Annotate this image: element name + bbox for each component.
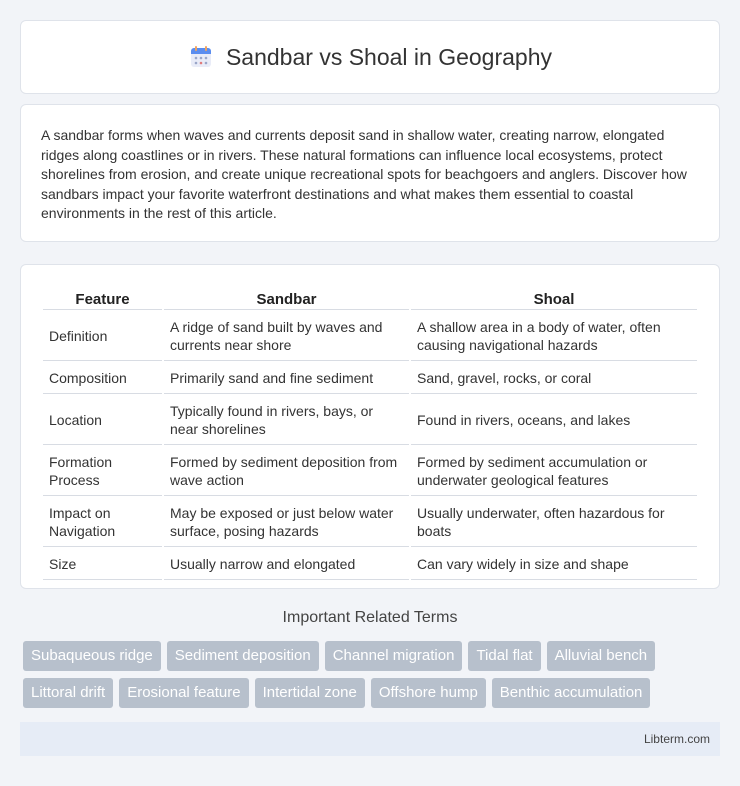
shoal-cell: A shallow area in a body of water, often causing navigational hazards bbox=[411, 312, 697, 361]
tag-subaqueous-ridge[interactable]: Subaqueous ridge bbox=[23, 641, 161, 671]
comparison-table bbox=[41, 287, 699, 582]
table-row bbox=[43, 447, 697, 496]
shoal-cell: Can vary widely in size and shape bbox=[411, 549, 697, 580]
sandbar-cell: Typically found in rivers, bays, or near shorelines bbox=[164, 396, 409, 445]
related-terms-tags bbox=[20, 641, 720, 715]
sandbar-cell: Usually narrow and elongated bbox=[164, 549, 409, 580]
feature-cell: Definition bbox=[43, 312, 162, 361]
feature-cell: Size bbox=[43, 549, 162, 580]
tag-tidal-flat[interactable]: Tidal flat bbox=[468, 641, 540, 671]
table-header-row bbox=[43, 289, 697, 310]
related-terms-title: Important Related Terms bbox=[282, 609, 458, 626]
tag-channel-migration[interactable]: Channel migration bbox=[325, 641, 463, 671]
shoal-cell: Formed by sediment accumulation or underwater geological features bbox=[411, 447, 697, 496]
header-sandbar: Sandbar bbox=[164, 289, 409, 310]
shoal-cell: Usually underwater, often hazardous for boats bbox=[411, 498, 697, 547]
intro-card bbox=[20, 104, 720, 242]
sandbar-cell: Primarily sand and fine sediment bbox=[164, 363, 409, 394]
shoal-cell: Found in rivers, oceans, and lakes bbox=[411, 396, 697, 445]
tag-benthic-accumulation[interactable]: Benthic accumulation bbox=[492, 678, 651, 708]
intro-text: A sandbar forms when waves and currents deposit sand in shallow water, creating narrow, elongated ridges along coastlines or in rivers. These natural formations can influence local ecosystems, protect shorelines from erosion, and create unique recreational spots for beachgoers and anglers. Discover how sandbars impact your favorite waterfront destinations and what makes them essential to coastal environments in the rest of this article. bbox=[41, 127, 687, 222]
page-title: Sandbar vs Shoal in Geography bbox=[225, 43, 553, 70]
tag-row bbox=[20, 641, 720, 671]
footer-brand[interactable]: Libterm.com bbox=[643, 732, 710, 746]
table-row bbox=[43, 498, 697, 547]
sandbar-cell: A ridge of sand built by waves and currents near shore bbox=[164, 312, 409, 361]
table-row bbox=[43, 396, 697, 445]
header-card bbox=[20, 20, 720, 94]
comparison-table-card bbox=[20, 264, 720, 589]
shoal-cell: Sand, gravel, rocks, or coral bbox=[411, 363, 697, 394]
tag-row bbox=[20, 678, 720, 708]
feature-cell: Impact on Navigation bbox=[43, 498, 162, 547]
tag-erosional-feature[interactable]: Erosional feature bbox=[119, 678, 248, 708]
header-feature: Feature bbox=[43, 289, 162, 310]
table-row bbox=[43, 549, 697, 580]
feature-cell: Composition bbox=[43, 363, 162, 394]
calendar-icon bbox=[188, 44, 214, 70]
header-shoal: Shoal bbox=[411, 289, 697, 310]
sandbar-cell: Formed by sediment deposition from wave action bbox=[164, 447, 409, 496]
feature-cell: Location bbox=[43, 396, 162, 445]
tag-intertidal-zone[interactable]: Intertidal zone bbox=[255, 678, 365, 708]
sandbar-cell: May be exposed or just below water surface, posing hazards bbox=[164, 498, 409, 547]
tag-littoral-drift[interactable]: Littoral drift bbox=[23, 678, 113, 708]
footer bbox=[20, 722, 720, 756]
feature-cell: Formation Process bbox=[43, 447, 162, 496]
table-row bbox=[43, 363, 697, 394]
tag-offshore-hump[interactable]: Offshore hump bbox=[371, 678, 486, 708]
table-row bbox=[43, 312, 697, 361]
tag-sediment-deposition[interactable]: Sediment deposition bbox=[167, 641, 319, 671]
tag-alluvial-bench[interactable]: Alluvial bench bbox=[547, 641, 656, 671]
